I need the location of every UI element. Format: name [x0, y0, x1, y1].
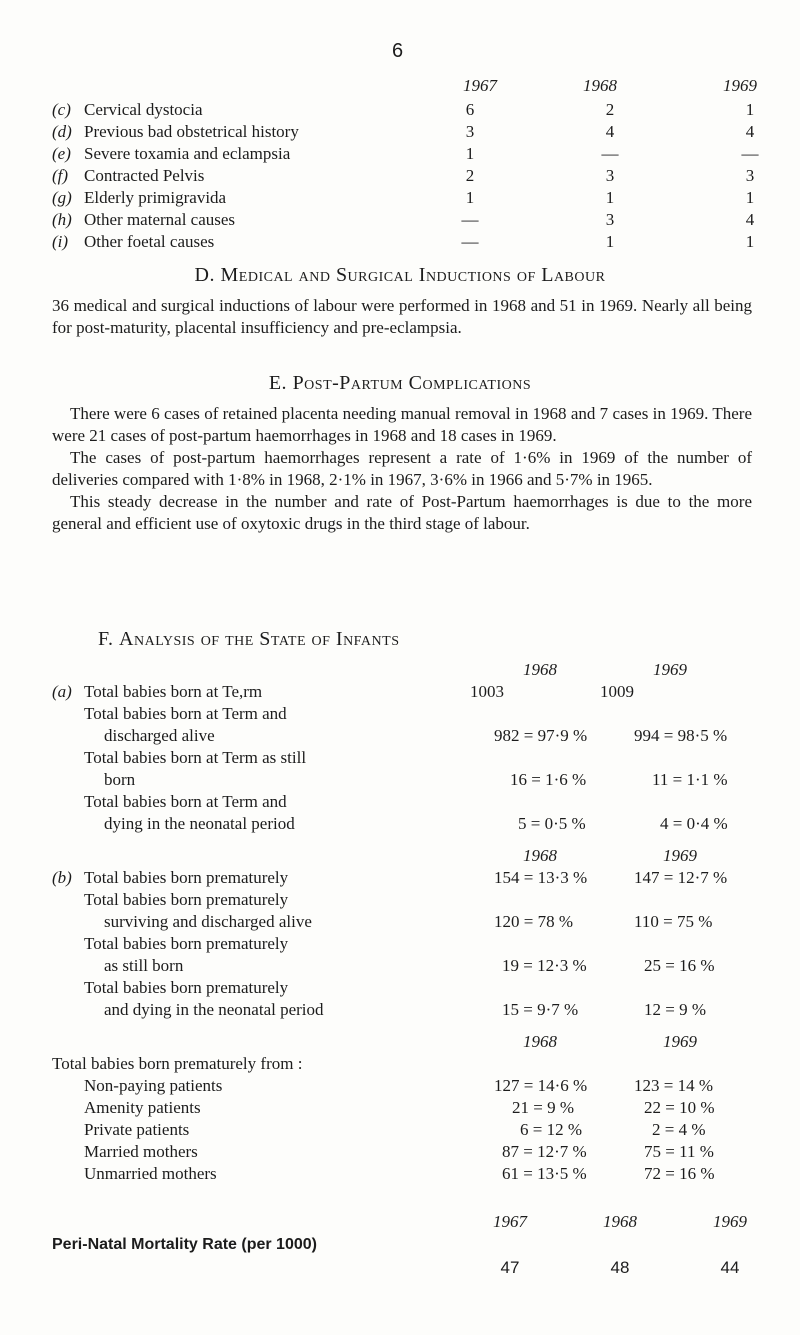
row-key: (g) — [52, 188, 72, 207]
cell-1969: 25 = 16 % — [644, 956, 715, 975]
row-key: (f) — [52, 166, 69, 185]
section-f-heading — [98, 628, 400, 651]
group-a-key: (a) — [52, 682, 72, 701]
row-label: Contracted Pelvis — [84, 166, 205, 185]
section-e-heading — [0, 372, 800, 395]
perinatal-label: Peri-Natal Mortality Rate (per 1000) — [52, 1236, 317, 1253]
cell-1968: 15 = 9·7 % — [502, 1000, 579, 1019]
group-c-heading: Total babies born prematurely from : — [52, 1054, 303, 1073]
perinatal-value-1969: 44 — [720, 1258, 740, 1277]
row-label: Total babies born at Te,rm — [84, 682, 263, 701]
section-d-heading — [0, 264, 800, 287]
year-header-1967: 1967 — [463, 76, 497, 95]
cell-1968: 120 = 78 % — [494, 912, 573, 931]
cell-1968: 6 = 12 % — [520, 1120, 582, 1139]
cell-1967: 6 — [465, 100, 475, 119]
year-header-1967: 1967 — [493, 1212, 527, 1231]
row-label: Other foetal causes — [84, 232, 215, 251]
section-e-title: Post-Partum Complications — [292, 372, 532, 394]
section-d-body — [52, 295, 752, 339]
cell-1967: 3 — [465, 122, 475, 141]
cell-1968: — — [601, 144, 619, 163]
cell-1969: 1 — [745, 232, 755, 251]
section-d-letter: D. — [194, 264, 215, 286]
paragraph: There were 6 cases of retained placenta needing manual removal in 1968 and 7 cases in 1969. There were 21 cases of post-partum haemorrhages in 1968 and 18 cases in 1969. — [52, 404, 752, 445]
cell-1968: 5 = 0·5 % — [518, 814, 586, 833]
year-header-1968: 1968 — [603, 1212, 637, 1231]
cell-1968: 982 = 97·9 % — [494, 726, 588, 745]
year-header-1969: 1969 — [663, 846, 697, 865]
cell-1968: 4 — [605, 122, 615, 141]
row-label: Cervical dystocia — [84, 100, 203, 119]
cell-1968: 87 = 12·7 % — [502, 1142, 587, 1161]
cell-1967: 1 — [465, 144, 475, 163]
cell-1969: 4 — [745, 122, 755, 141]
year-header-1968: 1968 — [523, 1032, 557, 1051]
year-header-1969: 1969 — [663, 1032, 697, 1051]
row-label: Non-paying patients — [84, 1076, 223, 1095]
cell-1968: 2 — [605, 100, 615, 119]
row-label: Private patients — [84, 1120, 190, 1139]
row-key: (e) — [52, 144, 71, 163]
cell-1968: 1 — [605, 188, 615, 207]
perinatal-value-1967: 47 — [500, 1258, 520, 1277]
cell-1968: 127 = 14·6 % — [494, 1076, 588, 1095]
section-f-letter: F. — [98, 628, 114, 650]
row-key: (c) — [52, 100, 71, 119]
cell-1968: 61 = 13·5 % — [502, 1164, 587, 1183]
row-label: Total babies born prematurely — [84, 868, 289, 887]
page-number: 6 — [392, 40, 404, 62]
cell-1969: — — [741, 144, 759, 163]
group-b-key: (b) — [52, 868, 72, 887]
year-header-1968: 1968 — [523, 846, 557, 865]
row-key: (i) — [52, 232, 69, 251]
cell-1968: 154 = 13·3 % — [494, 868, 588, 887]
row-label: Married mothers — [84, 1142, 198, 1161]
row-label: Elderly primigravida — [84, 188, 227, 207]
year-header-1969: 1969 — [723, 76, 757, 95]
cell-1967: — — [461, 232, 479, 251]
cell-1969: 110 = 75 % — [634, 912, 713, 931]
paragraph: The cases of post-partum haemorrhages represent a rate of 1·6% in 1969 of the number of deliveries compared with 1·8% in 1968, 2·1% in 1967, 3·6% in 1966 and 5·7% in 1965. — [52, 448, 752, 489]
cell-1967: 1 — [465, 188, 475, 207]
cell-1969: 1 — [745, 188, 755, 207]
cell-1969: 72 = 16 % — [644, 1164, 715, 1183]
cell-1969: 994 = 98·5 % — [634, 726, 728, 745]
row-label-cont: dying in the neonatal period — [104, 814, 295, 833]
year-header-1969: 1969 — [713, 1212, 747, 1231]
cell-1969: 3 — [745, 166, 755, 185]
cell-1968: 16 = 1·6 % — [510, 770, 587, 789]
cell-1969: 4 — [745, 210, 755, 229]
paragraph: This steady decrease in the number and rate of Post-Partum haemorrhages is due to the more general and efficient use of oxytoxic drugs in the third stage of labour. — [52, 492, 752, 533]
row-label: Total babies born at Term as still — [84, 748, 307, 767]
paragraph: 36 medical and surgical inductions of labour were performed in 1968 and 51 in 1969. Nearly all being for post-maturity, placental insufficiency and pre-eclampsia. — [52, 296, 752, 337]
cell-1969: 2 = 4 % — [652, 1120, 706, 1139]
section-e-body — [52, 403, 752, 535]
row-key: (d) — [52, 122, 72, 141]
row-label-cont: discharged alive — [104, 726, 215, 745]
row-label: Amenity patients — [84, 1098, 201, 1117]
row-label: Total babies born at Term and — [84, 704, 287, 723]
row-label-cont: surviving and discharged alive — [104, 912, 312, 931]
cell-1968: 21 = 9 % — [512, 1098, 574, 1117]
row-label: Previous bad obstetrical history — [84, 122, 299, 141]
year-header-1969: 1969 — [653, 660, 687, 679]
cell-1969: 147 = 12·7 % — [634, 868, 728, 887]
cell-1967: — — [461, 210, 479, 229]
cell-1969: 1 — [745, 100, 755, 119]
row-label: Severe toxamia and eclampsia — [84, 144, 291, 163]
row-label: Total babies born prematurely — [84, 978, 289, 997]
section-d-title: Medical and Surgical Inductions of Labour — [220, 264, 606, 286]
cell-1969: 1009 — [600, 682, 634, 701]
cell-1968: 1 — [605, 232, 615, 251]
row-label: Total babies born prematurely — [84, 934, 289, 953]
row-label: Total babies born at Term and — [84, 792, 287, 811]
row-label-cont: and dying in the neonatal period — [104, 1000, 324, 1019]
row-label-cont: as still born — [104, 956, 184, 975]
row-label-cont: born — [104, 770, 136, 789]
cell-1969: 11 = 1·1 % — [652, 770, 728, 789]
cell-1968: 19 = 12·3 % — [502, 956, 587, 975]
cell-1967: 2 — [465, 166, 475, 185]
cell-1969: 75 = 11 % — [644, 1142, 714, 1161]
cell-1969: 123 = 14 % — [634, 1076, 713, 1095]
perinatal-value-1968: 48 — [610, 1258, 630, 1277]
cell-1968: 3 — [605, 166, 615, 185]
row-label: Other maternal causes — [84, 210, 236, 229]
row-key: (h) — [52, 210, 72, 229]
year-header-1968: 1968 — [583, 76, 617, 95]
section-f-title: Analysis of the State of Infants — [119, 628, 400, 650]
cell-1969: 12 = 9 % — [644, 1000, 706, 1019]
section-e-letter: E. — [268, 372, 288, 394]
row-label: Unmarried mothers — [84, 1164, 217, 1183]
year-header-1968: 1968 — [523, 660, 557, 679]
cell-1969: 4 = 0·4 % — [660, 814, 728, 833]
cell-1969: 22 = 10 % — [644, 1098, 715, 1117]
row-label: Total babies born prematurely — [84, 890, 289, 909]
cell-1968: 1003 — [470, 682, 504, 701]
cell-1968: 3 — [605, 210, 615, 229]
